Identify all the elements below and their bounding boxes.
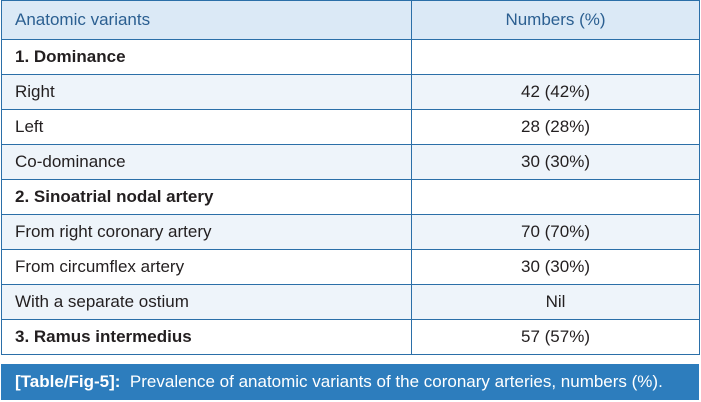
row-value — [412, 180, 700, 215]
caption-text: Prevalence of anatomic variants of the coronary arteries, numbers (%). — [129, 372, 663, 391]
row-value: 70 (70%) — [412, 215, 700, 250]
table-row — [2, 110, 700, 145]
table-row — [2, 250, 700, 285]
row-label: Right — [2, 75, 412, 110]
row-label: 3. Ramus intermedius — [2, 320, 412, 355]
table-row — [2, 215, 700, 250]
row-label: From right coronary artery — [2, 215, 412, 250]
row-value: 57 (57%) — [412, 320, 700, 355]
row-label: With a separate ostium — [2, 285, 412, 320]
variants-table — [1, 0, 700, 355]
table-header-row — [2, 1, 700, 40]
row-label: Left — [2, 110, 412, 145]
row-label: 1. Dominance — [2, 40, 412, 75]
table-row — [2, 145, 700, 180]
row-label: 2. Sinoatrial nodal artery — [2, 180, 412, 215]
caption-tag: [Table/Fig-5]: — [15, 372, 121, 391]
header-anatomic-variants: Anatomic variants — [2, 1, 412, 40]
row-value: 30 (30%) — [412, 250, 700, 285]
row-label: Co-dominance — [2, 145, 412, 180]
row-value — [412, 40, 700, 75]
table-row — [2, 285, 700, 320]
row-value: 42 (42%) — [412, 75, 700, 110]
header-numbers: Numbers (%) — [412, 1, 700, 40]
table-caption — [1, 364, 699, 400]
row-value: 28 (28%) — [412, 110, 700, 145]
table-row — [2, 320, 700, 355]
row-label: From circumflex artery — [2, 250, 412, 285]
row-value: Nil — [412, 285, 700, 320]
table-row — [2, 180, 700, 215]
row-value: 30 (30%) — [412, 145, 700, 180]
table-row — [2, 40, 700, 75]
table-row — [2, 75, 700, 110]
